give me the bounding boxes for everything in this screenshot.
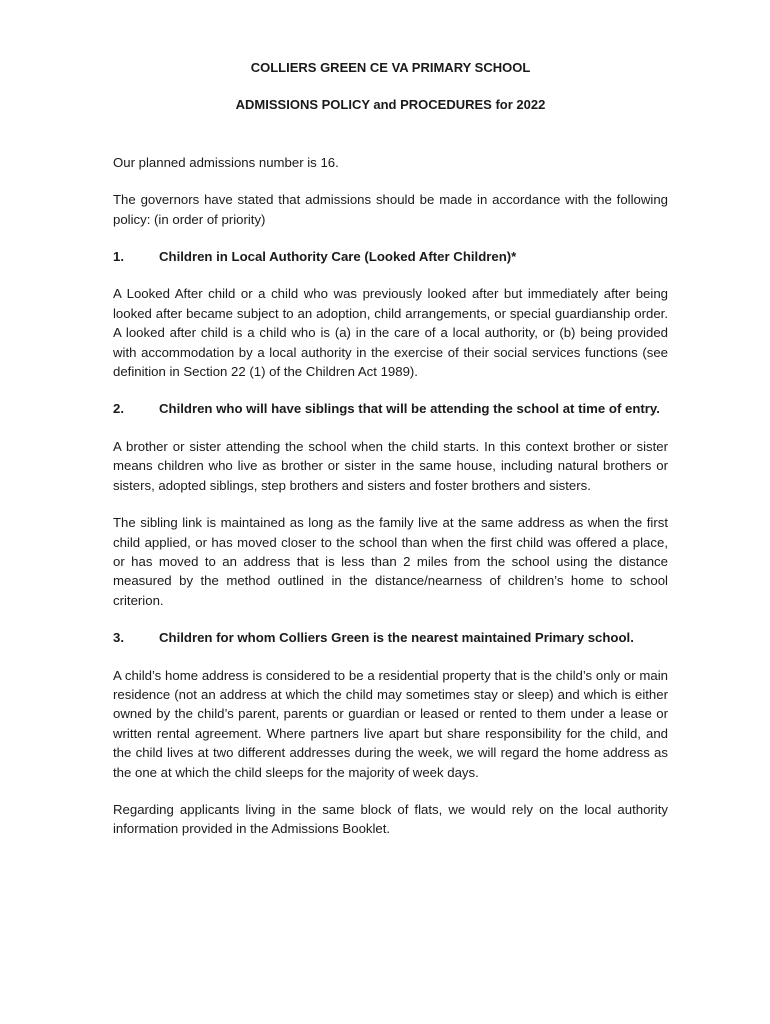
intro-paragraph-1: Our planned admissions number is 16. [113,154,339,170]
section-1-paragraph-1: A Looked After child or a child who was previously looked after but immediately after being looked after became subject to an adoption, child arrangements, or special guardianship order. A looked after child is a child who is (a) in the care of a local authority, or (b) being provided with accommodation by a local authority in the exercise of their social services functions (see definition in Section 22 (1) of the Children Act 1989). [113,286,668,380]
section-3-heading [113,628,668,647]
section-2-paragraph-2: The sibling link is maintained as long as the family live at the same address as when the first child applied, or has moved closer to the school than when the first child was offered a place, or has moved to an address that is less than 2 miles from the school using the distance measured by the method outlined in the distance/nearness of children’s home to school criterion. [113,515,668,608]
intro-paragraph-2: The governors have stated that admissions should be made in accordance with the following policy: (in order of priority) [113,192,668,227]
section-2-heading [113,399,668,418]
section-2-paragraph-1: A brother or sister attending the school when the child starts. In this context brother or sister means children who live as brother or sister in the same house, including natural brothers or sisters, adopted siblings, step brothers and sisters and foster brothers and sisters. [113,438,668,493]
section-3-number: 3. [113,630,124,646]
section-2-title: Children who will have siblings that will be attending the school at time of entry. [159,401,660,417]
policy-title: ADMISSIONS POLICY and PROCEDURES for 2022 [235,97,546,113]
document-page [113,58,668,857]
section-2-number: 2. [113,401,124,417]
section-1-number: 1. [113,249,124,265]
school-title: COLLIERS GREEN CE VA PRIMARY SCHOOL [250,60,531,75]
section-3-title: Children for whom Colliers Green is the nearest maintained Primary school. [159,630,634,646]
section-1-title: Children in Local Authority Care (Looked After Children)* [159,249,517,265]
section-3-paragraph-1: A child’s home address is considered to be a residential property that is the child’s only or main residence (not an address at which the child may sometimes stay or sleep) and which is either owned by the child’s parent, parents or guardian or leased or rented to them under a lease or written rental agreement. Where partners live apart but share responsibility for the child, and the child lives at two different addresses during the week, we will regard the home address as the one at which the child sleeps for the majority of week days. [113,667,668,780]
section-3-paragraph-2: Regarding applicants living in the same block of flats, we would rely on the local authority information provided in the Admissions Booklet. [113,801,668,837]
section-1-heading [113,247,668,266]
